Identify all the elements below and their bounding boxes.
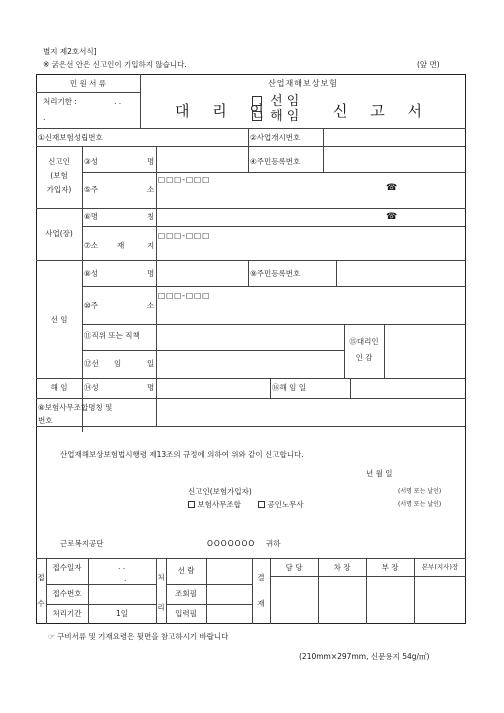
field-2-label: ②사업개시번호 xyxy=(250,133,301,142)
sign-check-label: 선 람 xyxy=(177,566,195,575)
field-5-label: ⑤주 xyxy=(84,185,98,194)
appoint-checkbox[interactable] xyxy=(252,96,262,106)
approval-side-1: 결 xyxy=(257,573,265,582)
receipt-date-label: 접수일자 xyxy=(52,563,82,572)
address-mask[interactable]: □□□-□□□ xyxy=(158,231,211,240)
field-1-label: ①신재보험성립번호 xyxy=(38,133,103,142)
union-option[interactable]: 보험사무조합 xyxy=(188,501,241,509)
deadline-label: 처리기한 : xyxy=(43,97,77,106)
input-check-label: 입력필 xyxy=(175,609,197,618)
divider xyxy=(36,92,140,93)
field-12-label: ⑫선 xyxy=(84,359,99,368)
approval-col-4: 본부(지사)장 xyxy=(421,563,459,571)
field-union-label: ⑧보험사무조합명칭 및 xyxy=(38,403,113,412)
reporter-group-2: (보험 xyxy=(50,171,68,180)
divider xyxy=(36,208,466,209)
divider xyxy=(156,378,157,398)
recipient-mask: OOOOOOO xyxy=(207,539,256,548)
divider xyxy=(46,584,156,585)
field-9-label: ⑨주민등록번호 xyxy=(250,269,301,278)
approval-col-3: 부 장 xyxy=(381,563,399,572)
address-mask[interactable]: □□□-□□□ xyxy=(158,175,211,184)
divider xyxy=(82,350,344,351)
recipient-label: 근로복지공단 xyxy=(60,539,104,548)
divider xyxy=(384,324,385,378)
field-12-label-c: 일 xyxy=(147,359,155,368)
labor-option[interactable]: 공인노무사 xyxy=(258,501,304,509)
field-14-label-b: 명 xyxy=(147,383,155,392)
receipt-side-2: 수 xyxy=(37,599,45,608)
handling-side-1: 처 xyxy=(157,573,165,582)
receipt-number-label: 접수번호 xyxy=(52,589,82,598)
reporter-group-1: 신고인 xyxy=(48,157,70,166)
divider xyxy=(270,576,466,577)
divider xyxy=(156,558,157,624)
title-option-appoint[interactable]: 선임 xyxy=(252,95,303,108)
title-sup: 산업재해보상보험 xyxy=(268,79,338,88)
deadline-dots: . . xyxy=(114,97,122,106)
divider xyxy=(350,378,351,398)
field-7-label: ⑦소 xyxy=(84,241,98,250)
divider xyxy=(156,398,157,426)
labor-checkbox[interactable] xyxy=(258,501,265,508)
divider xyxy=(156,260,157,378)
divider xyxy=(156,146,157,260)
field-6-label: ⑥명 xyxy=(84,212,98,221)
field-10-label: ⑩주 xyxy=(84,301,98,310)
field-15-label: ⑮대리인 xyxy=(349,337,379,346)
divider xyxy=(82,226,466,227)
union-checkbox[interactable] xyxy=(188,501,195,508)
divider xyxy=(166,584,252,585)
divider xyxy=(336,260,337,286)
field-12-label-b: 임 xyxy=(114,359,122,368)
declaration-text: 산업재해보상보험법시행령 제13조의 규정에 의하여 위와 같이 신고합니다. xyxy=(60,450,304,459)
field-union-label-b: 번호 xyxy=(38,416,53,425)
field-15-label-b: 인 감 xyxy=(355,353,373,362)
business-group-label: 사업(장) xyxy=(45,229,73,238)
divider xyxy=(323,128,324,146)
title-option-dismiss[interactable]: 해임 xyxy=(252,110,303,123)
sign-label-1: (서명 또는 날인) xyxy=(398,488,442,495)
field-5-label-b: 소 xyxy=(147,185,155,194)
divider xyxy=(82,172,466,173)
declaration-date: 년 월 일 xyxy=(366,469,393,478)
divider xyxy=(323,146,324,172)
approval-col-1: 담 당 xyxy=(285,563,303,572)
honorific: 귀하 xyxy=(266,539,281,548)
divider xyxy=(248,260,249,286)
receipt-side-1: 접 xyxy=(37,573,45,582)
divider xyxy=(248,146,249,172)
doc-type-label: 민 원 서 류 xyxy=(69,79,107,88)
field-7-label-b: 재 xyxy=(117,241,125,250)
field-14-label: ⑭성 xyxy=(84,383,99,392)
footer-note: ☞ 구비서류 및 기재요령은 뒷면을 참고하시기 바랍니다 xyxy=(48,632,229,641)
divider xyxy=(36,378,466,379)
divider xyxy=(270,378,271,398)
divider xyxy=(36,558,466,559)
phone-icon: ☎ xyxy=(386,183,398,193)
sign-label-2: (서명 또는 날인) xyxy=(398,501,442,508)
field-6-label-b: 칭 xyxy=(147,212,155,221)
divider xyxy=(36,260,466,261)
divider xyxy=(36,128,466,129)
field-4-label: ④주민등록번호 xyxy=(250,157,301,166)
divider xyxy=(82,146,83,432)
divider xyxy=(36,146,466,147)
field-8-label-b: 명 xyxy=(147,269,155,278)
field-8-label: ⑧성 xyxy=(84,269,98,278)
query-check-label: 조회필 xyxy=(175,589,197,598)
divider xyxy=(252,558,253,624)
field-16-label: ⑯해 임 일 xyxy=(272,383,307,392)
notice-text: ※ 굵은선 안은 신고인이 기입하지 않습니다. xyxy=(43,60,187,69)
approval-col-2: 차 장 xyxy=(333,563,351,572)
phone-icon: ☎ xyxy=(386,212,398,222)
divider xyxy=(166,604,252,605)
field-3-label-b: 명 xyxy=(147,157,155,166)
deadline-dots-2: . xyxy=(43,113,46,122)
appoint-group-label: 선 임 xyxy=(50,315,68,324)
form-number: 별지 제2호서식] xyxy=(43,47,97,56)
period-label: 처리기간 xyxy=(52,609,82,618)
period-value: 1일 xyxy=(115,609,129,618)
divider xyxy=(344,324,345,378)
divider xyxy=(82,324,466,325)
field-7-label-c: 지 xyxy=(147,241,155,250)
approval-side-2: 재 xyxy=(257,599,265,608)
divider xyxy=(82,286,466,287)
dismiss-group-label: 해 임 xyxy=(50,383,68,392)
dismiss-checkbox[interactable] xyxy=(252,111,262,121)
receipt-date-dots-2: . xyxy=(124,574,127,583)
divider xyxy=(36,398,466,399)
title-right: 신 고 서 xyxy=(333,102,432,120)
title-left: 대 리 인 xyxy=(175,102,274,120)
divider xyxy=(206,558,207,624)
divider xyxy=(248,128,249,146)
reporter-label: 신고인(보험가입자) xyxy=(188,487,252,496)
page-side-label: (앞 면) xyxy=(417,60,440,69)
divider xyxy=(36,426,466,427)
receipt-date-dots: . . xyxy=(118,562,126,571)
reporter-group-3: 가입자) xyxy=(46,185,72,194)
field-10-label-b: 소 xyxy=(147,301,155,310)
address-mask[interactable]: □□□-□□□ xyxy=(158,291,211,300)
field-3-label: ③성 xyxy=(84,157,98,166)
handling-side-2: 리 xyxy=(157,603,165,612)
field-11-label: ⑪직위 또는 직책 xyxy=(84,331,140,340)
divider xyxy=(46,604,156,605)
paper-spec: (210mm×297mm, 신문용지 54g/㎡) xyxy=(299,652,430,661)
